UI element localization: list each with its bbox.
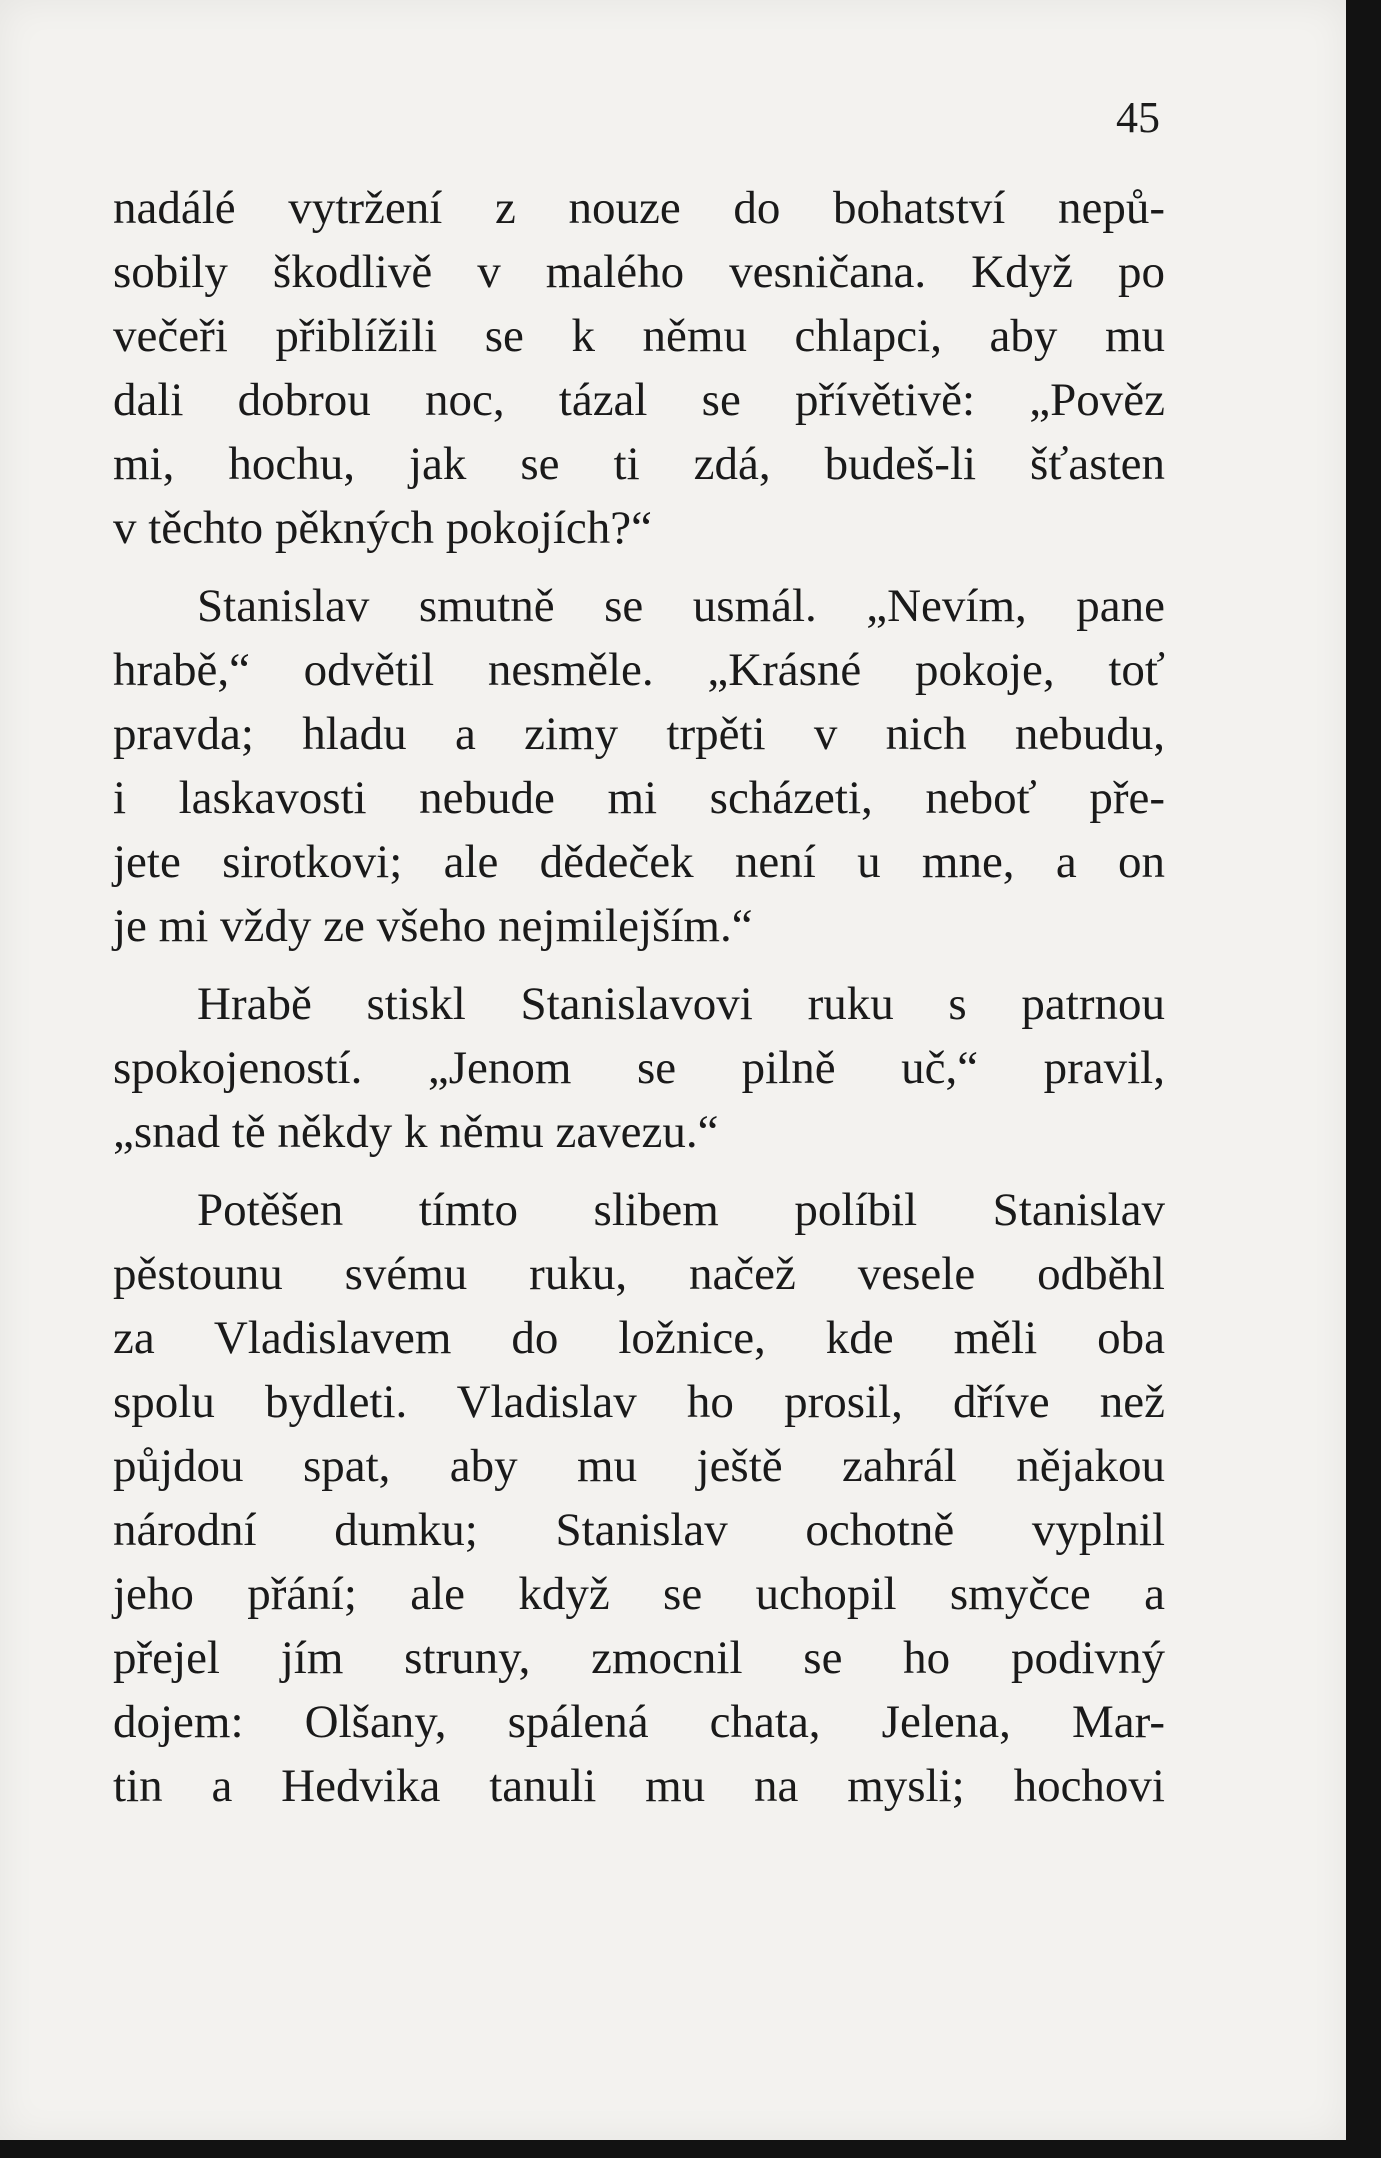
text-line: přejel jím struny, zmocnil se ho podivný: [113, 1632, 1165, 1684]
text-line: sobily škodlivě v malého vesničana. Když po: [113, 246, 1165, 298]
text-line: spokojeností. „Jenom se pilně uč,“ pravil,: [113, 1042, 1165, 1094]
text-line: spolu bydleti. Vladislav ho prosil, dříve než: [113, 1376, 1165, 1428]
text-line: „snad tě někdy k němu zavezu.“: [113, 1106, 719, 1158]
text-line: Hrabě stiskl Stanislavovi ruku s patrnou: [197, 978, 1165, 1030]
text-line: Stanislav smutně se usmál. „Nevím, pane: [197, 580, 1165, 632]
text-line: jete sirotkovi; ale dědeček není u mne, a on: [113, 836, 1165, 888]
text-line: za Vladislavem do ložnice, kde měli oba: [113, 1312, 1165, 1364]
text-line: hrabě,“ odvětil nesměle. „Krásné pokoje, toť: [113, 644, 1165, 696]
paragraph: [113, 1178, 1165, 1818]
text-line: mi, hochu, jak se ti zdá, budeš-li šťasten: [113, 438, 1165, 490]
text-line: národní dumku; Stanislav ochotně vyplnil: [113, 1504, 1165, 1556]
text-line: nadálé vytržení z nouze do bohatství nepů-: [113, 182, 1165, 234]
text-line: večeři přiblížili se k němu chlapci, aby mu: [113, 310, 1165, 362]
text-line: jeho přání; ale když se uchopil smyčce a: [113, 1568, 1165, 1620]
body-text: [113, 176, 1165, 1818]
text-line: půjdou spat, aby mu ještě zahrál nějakou: [113, 1440, 1165, 1492]
paragraph: [113, 574, 1165, 958]
paragraph: [113, 176, 1165, 560]
page-number: 45: [1116, 93, 1160, 142]
text-line: pravda; hladu a zimy trpěti v nich nebudu,: [113, 708, 1165, 760]
text-line: i laskavosti nebude mi scházeti, neboť pře-: [113, 772, 1165, 824]
text-line: tin a Hedvika tanuli mu na mysli; hochovi: [113, 1760, 1165, 1812]
paragraph: [113, 972, 1165, 1164]
text-line: v těchto pěkných pokojích?“: [113, 502, 653, 554]
text-line: pěstounu svému ruku, načež vesele odběhl: [113, 1248, 1165, 1300]
text-line: Potěšen tímto slibem políbil Stanislav: [197, 1184, 1165, 1236]
text-line: dojem: Olšany, spálená chata, Jelena, Mar-: [113, 1696, 1165, 1748]
text-line: dali dobrou noc, tázal se přívětivě: „Pověz: [113, 374, 1165, 426]
text-line: je mi vždy ze všeho nejmilejším.“: [113, 900, 753, 952]
